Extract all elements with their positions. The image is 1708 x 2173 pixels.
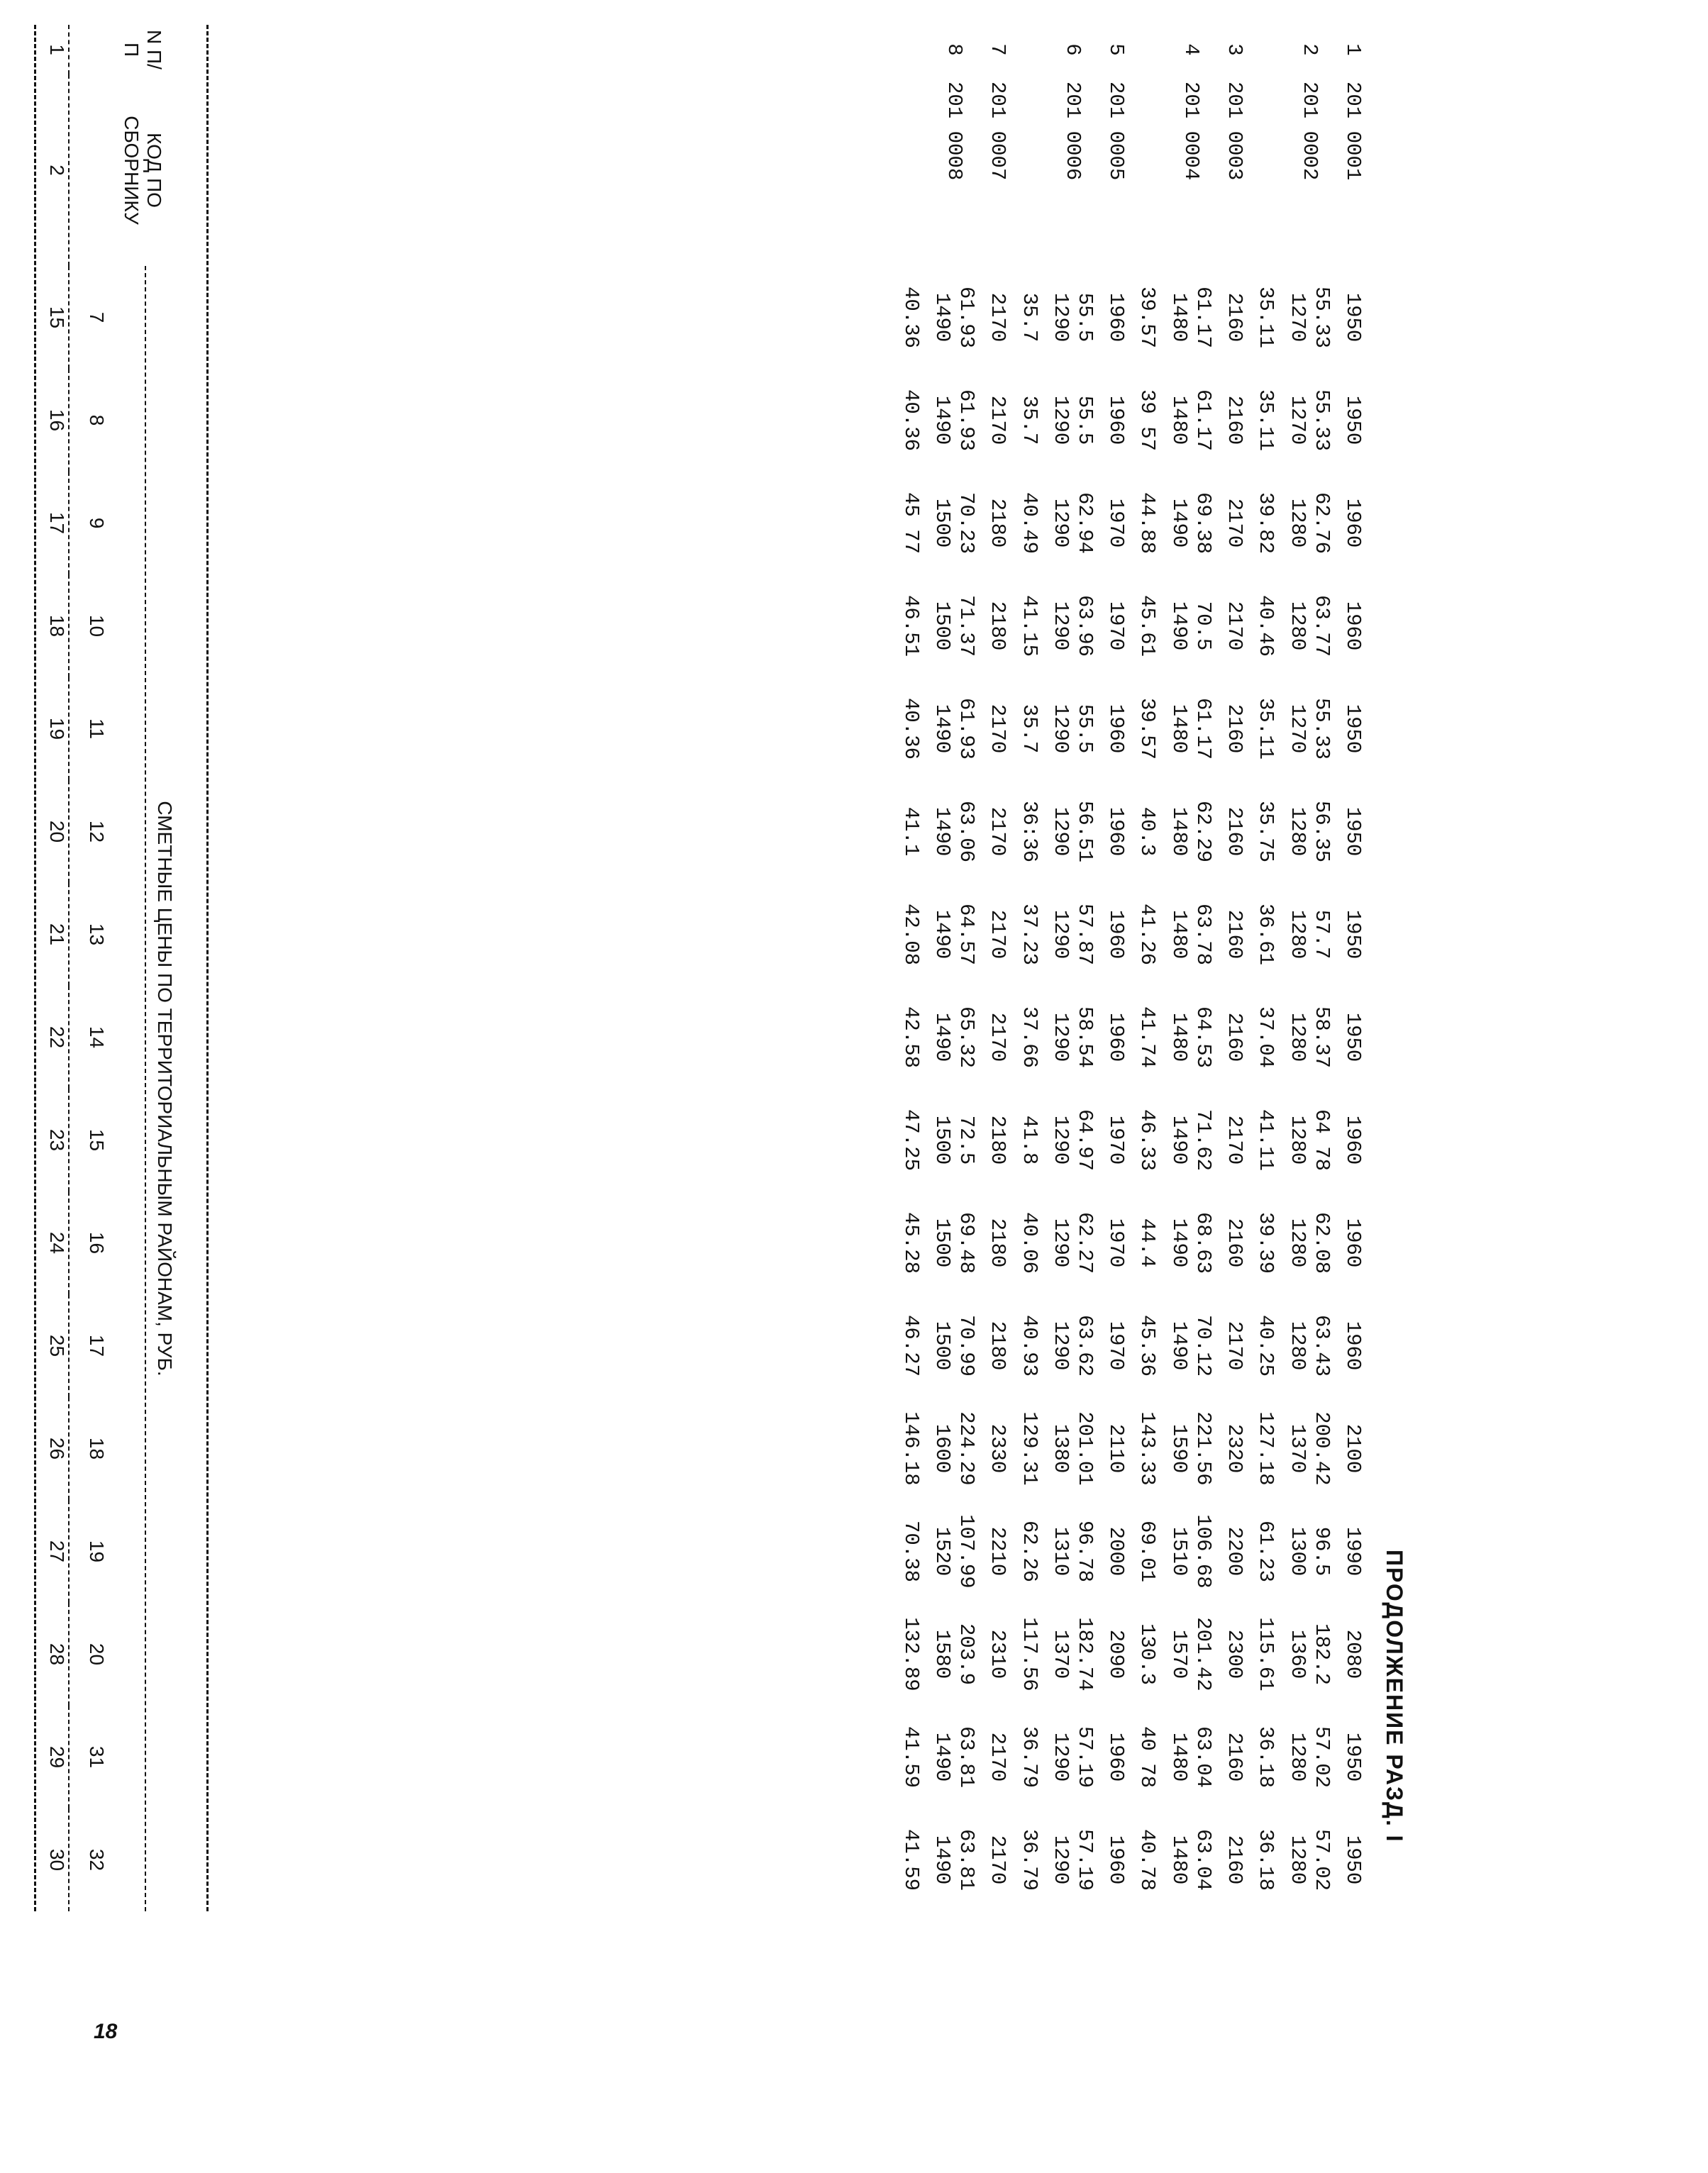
table-cell: 70.99 1500 <box>930 1314 979 1377</box>
column-number: 30 <box>45 1808 70 1911</box>
table-cell: 37.04 <box>1254 1006 1278 1068</box>
table-cell: 45.36 <box>1136 1314 1160 1377</box>
table-cell: 2160 <box>1223 1012 1247 1062</box>
row-code: 201 0005 <box>1104 82 1128 181</box>
table-cell: 63.04 1480 <box>1167 1828 1215 1891</box>
table-cell: 36.79 <box>1017 1725 1041 1788</box>
table-cell: 72.5 1500 <box>930 1115 979 1165</box>
table-cell: 63.43 1280 <box>1285 1314 1333 1377</box>
column-number: 25 <box>45 1294 70 1397</box>
table-cell: 1960 <box>1341 1321 1365 1371</box>
table-cell: 57.7 1280 <box>1285 909 1333 960</box>
table-cell: 2170 <box>1223 1115 1247 1165</box>
table-cell: 1960 <box>1341 498 1365 548</box>
table-cell: 2170 <box>1223 1321 1247 1371</box>
table-cell: 57.02 1280 <box>1285 1828 1333 1891</box>
table-cell: 69.48 1500 <box>930 1211 979 1274</box>
table-cell: 71.62 1490 <box>1167 1108 1215 1171</box>
district-number: 14 <box>86 1026 108 1049</box>
table-cell: 44.88 <box>1136 491 1160 554</box>
column-number: 1 <box>45 25 70 74</box>
table-cell: 63.78 1480 <box>1167 903 1215 965</box>
table-cell: 2170 <box>986 292 1010 343</box>
district-number: 8 <box>86 414 108 426</box>
column-number: 19 <box>45 677 70 780</box>
district-number: 15 <box>86 1128 108 1152</box>
table-cell: 40 78 <box>1136 1725 1160 1788</box>
table-cell: 40.3 <box>1136 806 1160 857</box>
table-title: СМЕТНЫЕ ЦЕНЫ ПО ТЕРРИТОРИАЛЬНЫМ РАЙОНАМ, РУБ. <box>145 266 176 1911</box>
table-cell: 200.42 1370 <box>1285 1411 1333 1486</box>
table-cell: 56.51 1290 <box>1048 800 1097 862</box>
table-cell: 2090 <box>1104 1629 1128 1679</box>
table-cell: 41.26 <box>1136 903 1160 965</box>
table-cell: 35.11 <box>1254 389 1278 451</box>
row-code: 201 0006 <box>1060 82 1085 181</box>
table-cell: 127.18 <box>1254 1411 1278 1486</box>
table-cell: 1960 <box>1104 806 1128 857</box>
row-code: 201 0007 <box>986 82 1010 181</box>
column-number: 20 <box>45 780 70 883</box>
table-cell: 61.17 1480 <box>1167 286 1215 348</box>
table-cell: 39.57 <box>1136 286 1160 348</box>
table-cell: 68.63 1490 <box>1167 1211 1215 1274</box>
table-cell: 40.78 <box>1136 1828 1160 1891</box>
column-number: 22 <box>45 986 70 1089</box>
table-cell: 69.38 1490 <box>1167 491 1215 554</box>
table-cell: 39.82 <box>1254 491 1278 554</box>
table-cell: 57.19 1290 <box>1048 1828 1097 1891</box>
table-cell: 2110 <box>1104 1423 1128 1474</box>
table-cell: 224.29 1600 <box>930 1411 979 1486</box>
table-cell: 2160 <box>1223 292 1247 343</box>
district-number: 11 <box>86 718 108 740</box>
table-cell: 40.49 <box>1017 491 1041 554</box>
table-cell: 64.57 1490 <box>930 903 979 965</box>
table-cell: 35.11 <box>1254 286 1278 348</box>
table-cell: 2080 <box>1341 1629 1365 1679</box>
column-number: 28 <box>45 1603 70 1706</box>
table-cell: 71.37 1500 <box>930 594 979 657</box>
row-number: 8 <box>943 43 967 56</box>
table-cell: 55.33 1270 <box>1285 697 1333 760</box>
district-number: 18 <box>86 1437 108 1460</box>
table-cell: 57.19 1290 <box>1048 1725 1097 1788</box>
table-header <box>34 25 209 1911</box>
table-cell: 62.76 1280 <box>1285 491 1333 554</box>
table-cell: 2160 <box>1223 1218 1247 1268</box>
table-cell: 42.58 <box>899 1006 923 1068</box>
table-cell: 201.42 1570 <box>1167 1617 1215 1691</box>
table-cell: 45 77 <box>899 491 923 554</box>
row-number: 6 <box>1060 43 1085 56</box>
district-number: 17 <box>86 1334 108 1357</box>
table-cell: 1970 <box>1104 1115 1128 1165</box>
table-cell: 61.17 1480 <box>1167 389 1215 451</box>
table-cell: 2180 <box>986 601 1010 651</box>
district-number: 31 <box>86 1745 108 1769</box>
table-cell: 37.66 <box>1017 1006 1041 1068</box>
rotated-page <box>46 0 1507 2096</box>
column-number: 24 <box>45 1191 70 1294</box>
row-number: 3 <box>1223 43 1247 56</box>
table-cell: 2170 <box>986 1012 1010 1062</box>
table-cell: 96.5 1300 <box>1285 1526 1333 1577</box>
district-number: 12 <box>86 820 108 843</box>
column-number: 27 <box>45 1500 70 1603</box>
table-cell: 2330 <box>986 1423 1010 1474</box>
table-cell: 61.23 <box>1254 1520 1278 1582</box>
price-table-body <box>899 25 1365 1911</box>
table-cell: 63.81 1490 <box>930 1828 979 1891</box>
table-cell: 2160 <box>1223 395 1247 445</box>
table-cell: 1960 <box>1104 395 1128 445</box>
table-cell: 40.36 <box>899 286 923 348</box>
table-cell: 36.79 <box>1017 1828 1041 1891</box>
column-number: 23 <box>45 1089 70 1191</box>
table-cell: 2160 <box>1223 1835 1247 1885</box>
table-cell: 36.18 <box>1254 1828 1278 1891</box>
table-cell: 2180 <box>986 1218 1010 1268</box>
table-cell: 2210 <box>986 1526 1010 1577</box>
table-cell: 107.99 1520 <box>930 1514 979 1589</box>
column-number: 17 <box>45 472 70 574</box>
row-code: 201 0002 <box>1297 82 1321 181</box>
table-cell: 70.38 <box>899 1520 923 1582</box>
table-cell: 2160 <box>1223 1732 1247 1782</box>
table-cell: 36:36 <box>1017 800 1041 862</box>
table-cell: 2160 <box>1223 909 1247 960</box>
table-cell: 129.31 <box>1017 1411 1041 1486</box>
table-cell: 61.93 1490 <box>930 389 979 451</box>
table-cell: 40.93 <box>1017 1314 1041 1377</box>
row-number: 4 <box>1179 43 1203 56</box>
table-cell: 1970 <box>1104 1321 1128 1371</box>
column-number: 15 <box>45 266 70 369</box>
table-cell: 1950 <box>1341 292 1365 343</box>
table-cell: 41.8 <box>1017 1115 1041 1165</box>
row-code: 201 0001 <box>1341 82 1365 181</box>
table-cell: 62.27 1290 <box>1048 1211 1097 1274</box>
table-cell: 1960 <box>1104 704 1128 754</box>
table-cell: 62.29 1480 <box>1167 800 1215 862</box>
table-cell: 69.01 <box>1136 1520 1160 1582</box>
district-number: 13 <box>86 923 108 946</box>
table-cell: 63.81 1490 <box>930 1725 979 1788</box>
table-cell: 35.11 <box>1254 697 1278 760</box>
table-cell: 36.61 <box>1254 903 1278 965</box>
table-cell: 63.06 1490 <box>930 800 979 862</box>
table-cell: 132.89 <box>899 1617 923 1691</box>
table-cell: 1960 <box>1341 1115 1365 1165</box>
column-header-code: КОД ПО СБОРНИКУ <box>121 116 165 225</box>
table-cell: 2310 <box>986 1629 1010 1679</box>
table-cell: 130.3 <box>1136 1623 1160 1685</box>
table-cell: 61.17 1480 <box>1167 697 1215 760</box>
table-cell: 36.18 <box>1254 1725 1278 1788</box>
table-cell: 1950 <box>1341 1012 1365 1062</box>
column-number: 26 <box>45 1397 70 1500</box>
table-cell: 70.5 1490 <box>1167 601 1215 651</box>
table-cell: 70.12 1490 <box>1167 1314 1215 1377</box>
table-cell: 62.26 <box>1017 1520 1041 1582</box>
table-cell: 64.97 1290 <box>1048 1108 1097 1171</box>
table-cell: 40.36 <box>899 697 923 760</box>
table-cell: 47.25 <box>899 1108 923 1171</box>
table-cell: 35.7 <box>1017 395 1041 445</box>
table-cell: 2170 <box>986 395 1010 445</box>
table-cell: 203.9 1580 <box>930 1623 979 1685</box>
table-cell: 64 78 1280 <box>1285 1108 1333 1171</box>
table-cell: 1960 <box>1104 1012 1128 1062</box>
table-cell: 62.94 1290 <box>1048 491 1097 554</box>
row-number: 2 <box>1297 43 1321 56</box>
table-cell: 1960 <box>1341 1218 1365 1268</box>
row-number: 1 <box>1341 43 1365 56</box>
district-number: 7 <box>86 311 108 323</box>
table-cell: 63.96 1290 <box>1048 594 1097 657</box>
table-cell: 2180 <box>986 1321 1010 1371</box>
table-cell: 41.11 <box>1254 1108 1278 1171</box>
table-cell: 221.56 1590 <box>1167 1411 1215 1486</box>
table-cell: 1950 <box>1341 806 1365 857</box>
table-cell: 117.56 <box>1017 1617 1041 1691</box>
table-cell: 55.33 1270 <box>1285 286 1333 348</box>
table-cell: 44.4 <box>1136 1218 1160 1268</box>
district-number: 32 <box>86 1848 108 1872</box>
table-cell: 2170 <box>986 806 1010 857</box>
table-cell: 45.28 <box>899 1211 923 1274</box>
table-cell: 2170 <box>986 1835 1010 1885</box>
table-cell: 39.39 <box>1254 1211 1278 1274</box>
column-number: 18 <box>45 574 70 677</box>
district-number: 9 <box>86 517 108 529</box>
continuation-label: ПРОДОЛЖЕНИЕ РАЗД. I <box>1382 1550 1407 1843</box>
row-number: 5 <box>1104 43 1128 56</box>
table-cell: 61.93 1490 <box>930 697 979 760</box>
table-cell: 62.08 1280 <box>1285 1211 1333 1274</box>
row-number: 7 <box>986 43 1010 56</box>
table-cell: 65.32 1490 <box>930 1006 979 1068</box>
table-cell: 115.61 <box>1254 1617 1278 1691</box>
table-cell: 70.23 1500 <box>930 491 979 554</box>
table-cell: 182.2 1360 <box>1285 1623 1333 1685</box>
column-number: 21 <box>45 883 70 986</box>
table-cell: 1970 <box>1104 498 1128 548</box>
table-cell: 106.68 1510 <box>1167 1514 1215 1589</box>
table-cell: 55.33 1270 <box>1285 389 1333 451</box>
table-cell: 55.5 1290 <box>1048 292 1097 343</box>
table-cell: 41.1 <box>899 806 923 857</box>
table-cell: 41.74 <box>1136 1006 1160 1068</box>
table-cell: 56.35 1280 <box>1285 800 1333 862</box>
table-cell: 35.7 <box>1017 292 1041 343</box>
table-cell: 61.93 1490 <box>930 286 979 348</box>
table-cell: 1960 <box>1104 1835 1128 1885</box>
table-cell: 39.57 <box>1136 697 1160 760</box>
table-cell: 143.33 <box>1136 1411 1160 1486</box>
row-code: 201 0003 <box>1223 82 1247 181</box>
table-cell: 46.51 <box>899 594 923 657</box>
table-cell: 42.08 <box>899 903 923 965</box>
column-number: 16 <box>45 369 70 472</box>
table-cell: 2180 <box>986 498 1010 548</box>
table-cell: 2160 <box>1223 704 1247 754</box>
table-cell: 1950 <box>1341 1732 1365 1782</box>
table-cell: 57.87 1290 <box>1048 903 1097 965</box>
table-cell: 1990 <box>1341 1526 1365 1577</box>
table-cell: 2170 <box>986 909 1010 960</box>
table-cell: 35.7 <box>1017 704 1041 754</box>
table-cell: 46.33 <box>1136 1108 1160 1171</box>
table-cell: 1960 <box>1104 292 1128 343</box>
district-number: 19 <box>86 1540 108 1563</box>
table-cell: 146.18 <box>899 1411 923 1486</box>
table-cell: 2170 <box>1223 601 1247 651</box>
table-cell: 2170 <box>986 704 1010 754</box>
table-cell: 2300 <box>1223 1629 1247 1679</box>
table-cell: 2170 <box>986 1732 1010 1782</box>
table-cell: 64.53 1480 <box>1167 1006 1215 1068</box>
table-cell: 2000 <box>1104 1526 1128 1577</box>
table-cell: 40.36 <box>899 389 923 451</box>
table-cell: 46.27 <box>899 1314 923 1377</box>
district-number: 20 <box>86 1643 108 1666</box>
table-cell: 37.23 <box>1017 903 1041 965</box>
table-cell: 1960 <box>1104 1732 1128 1782</box>
table-cell: 1950 <box>1341 704 1365 754</box>
page-number: 18 <box>94 2020 118 2043</box>
table-cell: 45.61 <box>1136 594 1160 657</box>
table-cell: 63.62 1290 <box>1048 1314 1097 1377</box>
table-cell: 1960 <box>1104 909 1128 960</box>
table-cell: 1950 <box>1341 1835 1365 1885</box>
table-cell: 39 57 <box>1136 389 1160 451</box>
column-number: 2 <box>45 74 70 266</box>
table-cell: 1970 <box>1104 1218 1128 1268</box>
table-cell: 41.59 <box>899 1828 923 1891</box>
table-cell: 1960 <box>1341 601 1365 651</box>
table-cell: 58.54 1290 <box>1048 1006 1097 1068</box>
table-cell: 182.74 1370 <box>1048 1617 1097 1691</box>
row-code: 201 0008 <box>943 82 967 181</box>
table-cell: 41.59 <box>899 1725 923 1788</box>
column-number: 29 <box>45 1706 70 1808</box>
table-cell: 201.01 1380 <box>1048 1411 1097 1486</box>
table-cell: 2170 <box>1223 498 1247 548</box>
table-cell: 40.25 <box>1254 1314 1278 1377</box>
table-cell: 1970 <box>1104 601 1128 651</box>
table-cell: 55.5 1290 <box>1048 395 1097 445</box>
district-number: 16 <box>86 1231 108 1255</box>
row-code: 201 0004 <box>1179 82 1203 181</box>
table-cell: 63.04 1480 <box>1167 1725 1215 1788</box>
table-cell: 40.06 <box>1017 1211 1041 1274</box>
table-cell: 57.02 1280 <box>1285 1725 1333 1788</box>
table-cell: 2320 <box>1223 1423 1247 1474</box>
table-cell: 1950 <box>1341 395 1365 445</box>
table-cell: 2160 <box>1223 806 1247 857</box>
table-cell: 1950 <box>1341 909 1365 960</box>
table-cell: 55.5 1290 <box>1048 704 1097 754</box>
table-cell: 41.15 <box>1017 594 1041 657</box>
district-number: 10 <box>86 614 108 638</box>
table-cell: 58.37 1280 <box>1285 1006 1333 1068</box>
table-cell: 96.78 1310 <box>1048 1520 1097 1582</box>
table-cell: 35.75 <box>1254 800 1278 862</box>
table-cell: 40.46 <box>1254 594 1278 657</box>
column-header-number: N П/П <box>121 30 165 70</box>
table-cell: 2100 <box>1341 1423 1365 1474</box>
table-cell: 2180 <box>986 1115 1010 1165</box>
table-cell: 63.77 1280 <box>1285 594 1333 657</box>
table-cell: 2200 <box>1223 1526 1247 1577</box>
